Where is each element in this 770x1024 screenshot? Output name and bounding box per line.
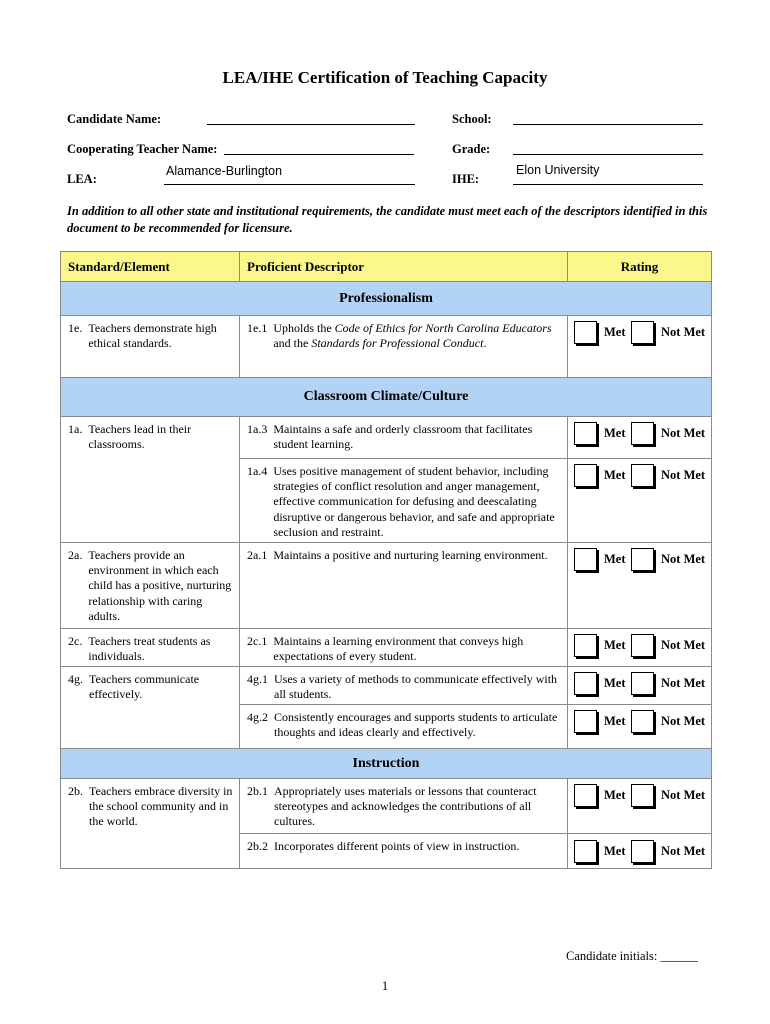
lea-value[interactable]: Alamance-Burlington xyxy=(166,164,283,178)
standard-number: 2c. xyxy=(68,634,83,648)
met-checkbox[interactable] xyxy=(574,464,597,487)
ihe-label: IHE: xyxy=(452,172,480,186)
standard-text: Teachers treat students as individuals. xyxy=(88,634,211,664)
met-label: Met xyxy=(604,324,626,339)
met-label: Met xyxy=(604,787,626,802)
ihe-field-line xyxy=(513,184,703,185)
rating-cell xyxy=(568,834,712,869)
met-label: Met xyxy=(604,467,626,482)
descriptor-number: 1a.4 xyxy=(247,464,268,478)
descriptor-number: 2b.1 xyxy=(247,784,268,798)
rating-cell xyxy=(568,543,712,629)
descriptor-text: Uses a variety of methods to communicate effectively with all students. xyxy=(274,672,558,702)
page-number: 1 xyxy=(381,979,389,993)
not-met-label: Not Met xyxy=(661,637,706,652)
school-label: School: xyxy=(452,112,492,126)
table-header-row xyxy=(61,252,712,282)
candidate-name-field[interactable] xyxy=(207,124,415,125)
standard-number: 1e. xyxy=(68,321,83,335)
table-row xyxy=(61,779,712,834)
lea-field-line xyxy=(164,184,415,185)
rating-cell xyxy=(568,459,712,543)
not-met-label: Not Met xyxy=(661,324,706,339)
header-standard: Standard/Element xyxy=(61,252,240,282)
descriptor-cell xyxy=(240,705,568,749)
descriptor-number: 2c.1 xyxy=(247,634,268,648)
descriptor-number: 1a.3 xyxy=(247,422,268,436)
standards-table xyxy=(60,251,712,869)
ihe-value[interactable]: Elon University xyxy=(516,163,600,177)
not-met-label: Not Met xyxy=(661,675,706,690)
standard-number: 2b. xyxy=(68,784,83,798)
not-met-checkbox[interactable] xyxy=(631,710,654,733)
descriptor-cell xyxy=(240,779,568,834)
met-label: Met xyxy=(604,637,626,652)
descriptor-text: Uses positive management of student behavior, including strategies of conflict resolution and anger management, effective communication for defusing and deescalating disruptive or dangerous behavior, and safe and appropriate seclusion and restraint. xyxy=(273,464,555,539)
not-met-label: Not Met xyxy=(661,843,706,858)
met-label: Met xyxy=(604,843,626,858)
met-label: Met xyxy=(604,425,626,440)
table-row xyxy=(61,316,712,378)
descriptor-text: Appropriately uses materials or lessons that counteract stereotypes and acknowledges the contributions of all cultures. xyxy=(274,784,537,829)
descriptor-cell xyxy=(240,459,568,543)
cooperating-teacher-field[interactable] xyxy=(224,154,414,155)
standard-cell xyxy=(61,417,240,543)
not-met-checkbox[interactable] xyxy=(631,422,654,445)
descriptor-number: 4g.2 xyxy=(247,710,268,724)
candidate-name-label: Candidate Name: xyxy=(67,112,162,126)
descriptor-cell xyxy=(240,316,568,378)
descriptor-text: Consistently encourages and supports students to articulate thoughts and ideas clearly and effectively. xyxy=(274,710,558,740)
descriptor-text: Incorporates different points of view in instruction. xyxy=(274,839,520,853)
header-descriptor: Proficient Descriptor xyxy=(240,252,568,282)
descriptor-cell xyxy=(240,417,568,459)
rating-cell xyxy=(568,705,712,749)
cooperating-teacher-label: Cooperating Teacher Name: xyxy=(67,142,218,156)
standard-cell xyxy=(61,316,240,378)
standard-cell xyxy=(61,543,240,629)
section-row xyxy=(61,378,712,417)
table-row xyxy=(61,629,712,667)
met-label: Met xyxy=(604,713,626,728)
not-met-label: Not Met xyxy=(661,787,706,802)
not-met-label: Not Met xyxy=(661,713,706,728)
met-checkbox[interactable] xyxy=(574,710,597,733)
descriptor-text: Maintains a learning environment that conveys high expectations of every student. xyxy=(273,634,524,664)
grade-label: Grade: xyxy=(452,142,491,156)
standard-number: 2a. xyxy=(68,548,83,562)
met-checkbox[interactable] xyxy=(574,422,597,445)
standard-cell xyxy=(61,667,240,749)
met-checkbox[interactable] xyxy=(574,548,597,571)
not-met-checkbox[interactable] xyxy=(631,548,654,571)
descriptor-text: Upholds the Code of Ethics for North Carolina Educators and the Standards for Professional Conduct. xyxy=(273,321,552,351)
not-met-checkbox[interactable] xyxy=(631,321,654,344)
descriptor-cell xyxy=(240,543,568,629)
descriptor-text: Maintains a safe and orderly classroom that facilitates student learning. xyxy=(273,422,533,452)
descriptor-cell xyxy=(240,834,568,869)
standard-text: Teachers lead in their classrooms. xyxy=(88,422,192,452)
not-met-checkbox[interactable] xyxy=(631,840,654,863)
table-row xyxy=(61,417,712,459)
document-title: LEA/IHE Certification of Teaching Capacity xyxy=(222,68,548,87)
standard-text: Teachers provide an environment in which each child has a positive, nurturing relationship with caring adults. xyxy=(88,548,232,623)
intro-text: In addition to all other state and institutional requirements, the candidate must meet each of the descriptors identified in this document to be recommended for licensure. xyxy=(67,204,708,235)
met-label: Met xyxy=(604,551,626,566)
school-field[interactable] xyxy=(513,124,703,125)
met-checkbox[interactable] xyxy=(574,784,597,807)
not-met-label: Not Met xyxy=(661,425,706,440)
header-rating: Rating xyxy=(568,252,712,282)
standard-cell xyxy=(61,779,240,869)
descriptor-cell xyxy=(240,629,568,667)
descriptor-number: 2b.2 xyxy=(247,839,268,853)
section-professionalism: Professionalism xyxy=(61,282,712,316)
descriptor-number: 1e.1 xyxy=(247,321,268,335)
not-met-label: Not Met xyxy=(661,551,706,566)
rating-cell xyxy=(568,779,712,834)
rating-cell xyxy=(568,629,712,667)
section-classroom-climate: Classroom Climate/Culture xyxy=(61,378,712,417)
standard-text: Teachers demonstrate high ethical standards. xyxy=(88,321,217,351)
section-row xyxy=(61,749,712,779)
standard-cell xyxy=(61,629,240,667)
grade-field[interactable] xyxy=(513,154,703,155)
met-checkbox[interactable] xyxy=(574,672,597,695)
met-label: Met xyxy=(604,675,626,690)
rating-cell xyxy=(568,667,712,705)
met-checkbox[interactable] xyxy=(574,321,597,344)
table-row xyxy=(61,543,712,629)
descriptor-text: Maintains a positive and nurturing learning environment. xyxy=(273,548,548,562)
not-met-checkbox[interactable] xyxy=(631,464,654,487)
met-checkbox[interactable] xyxy=(574,840,597,863)
section-row xyxy=(61,282,712,316)
not-met-label: Not Met xyxy=(661,467,706,482)
not-met-checkbox[interactable] xyxy=(631,634,654,657)
descriptor-number: 2a.1 xyxy=(247,548,268,562)
standard-text: Teachers communicate effectively. xyxy=(89,672,200,702)
standard-number: 4g. xyxy=(68,672,83,686)
not-met-checkbox[interactable] xyxy=(631,672,654,695)
standard-number: 1a. xyxy=(68,422,83,436)
table-row xyxy=(61,667,712,705)
rating-cell xyxy=(568,316,712,378)
rating-cell xyxy=(568,417,712,459)
standard-text: Teachers embrace diversity in the school community and in the world. xyxy=(89,784,233,829)
descriptor-cell xyxy=(240,667,568,705)
not-met-checkbox[interactable] xyxy=(631,784,654,807)
descriptor-number: 4g.1 xyxy=(247,672,268,686)
candidate-initials: Candidate initials: ______ xyxy=(566,949,698,963)
section-instruction: Instruction xyxy=(61,749,712,779)
met-checkbox[interactable] xyxy=(574,634,597,657)
lea-label: LEA: xyxy=(67,172,97,186)
